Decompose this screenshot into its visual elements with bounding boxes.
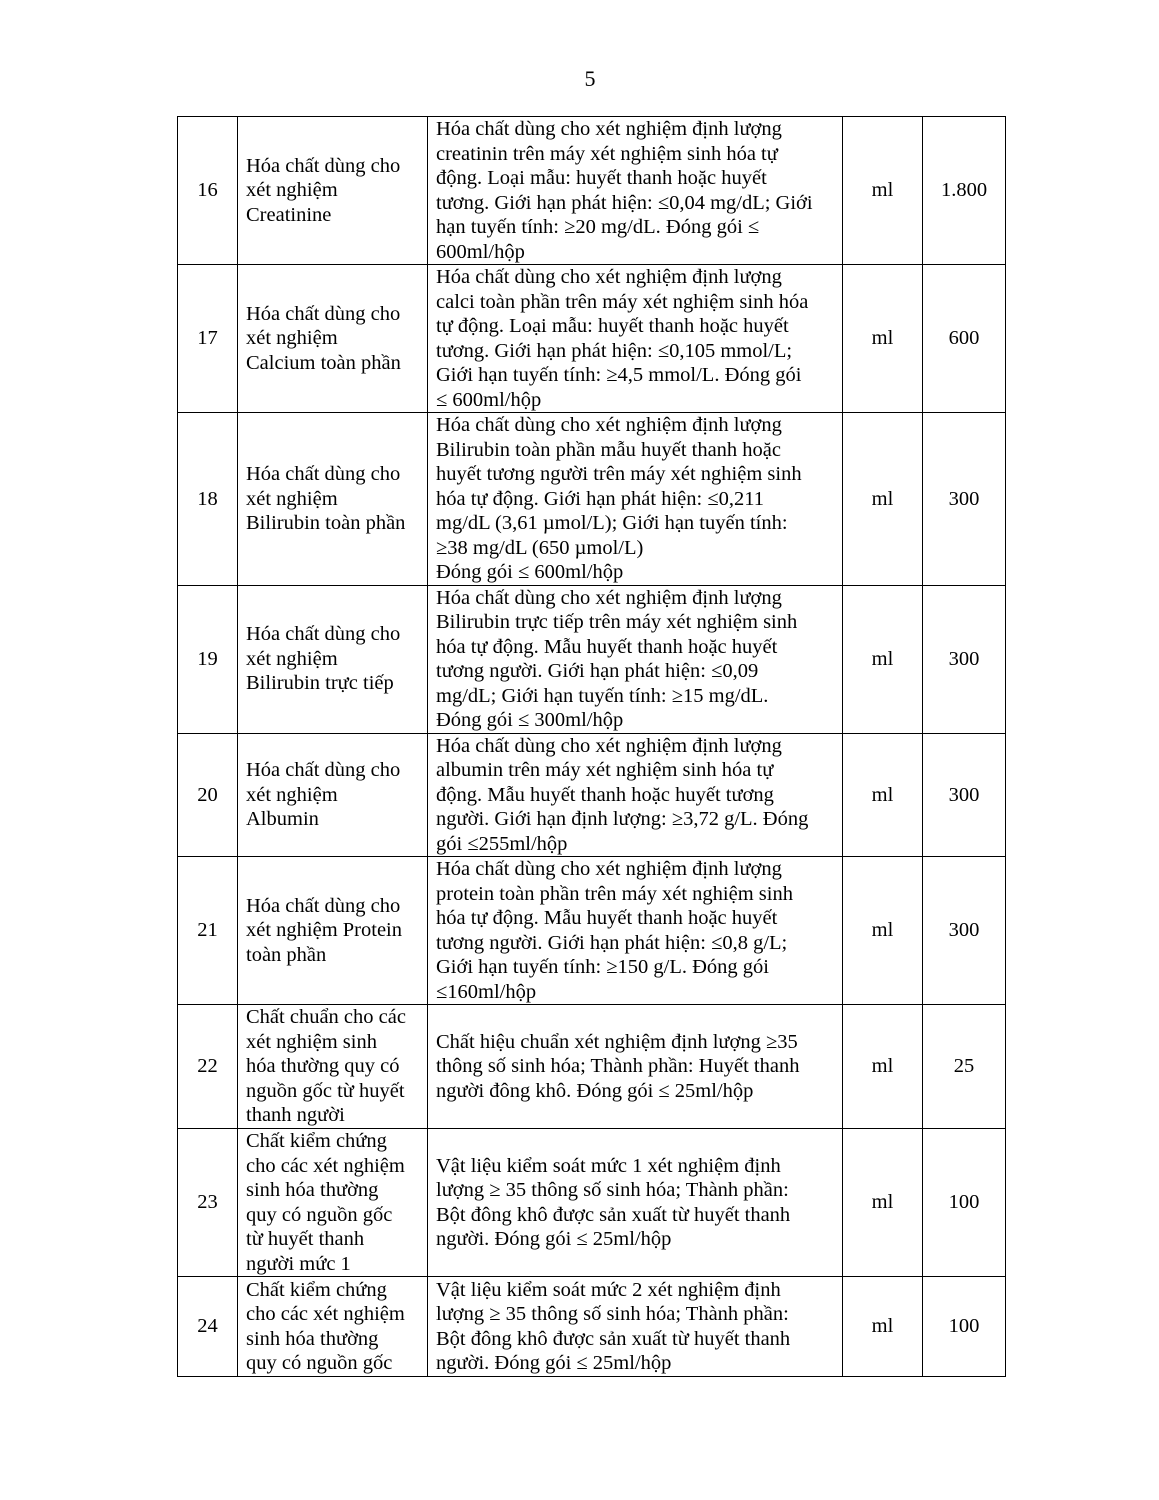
item-name-text: Chất chuẩn cho các xét nghiệm sinh hóa thường quy có nguồn gốc từ huyết thanh người [246,1006,406,1127]
item-name [238,117,428,265]
item-name-text: Chất kiểm chứng cho các xét nghiệm sinh hóa thường quy có nguồn gốc [246,1278,405,1374]
item-description-text: Hóa chất dùng cho xét nghiệm định lượng protein toàn phần trên máy xét nghiệm sinh hóa tự động. Mẫu huyết thanh hoặc huyết tương người. Giới hạn phát hiện: ≤0,8 g/L; Giới hạn tuyến tính: ≥150 g/L. Đóng gói ≤160ml/hộp [436,858,793,1003]
row-number: 21 [178,857,238,1005]
item-quantity: 100 [923,1277,1006,1377]
row-number: 18 [178,413,238,586]
item-name-text: Hóa chất dùng cho xét nghiệm Bilirubin trực tiếp [246,623,401,695]
item-name [238,733,428,857]
item-name [238,1129,428,1277]
item-quantity: 600 [923,265,1006,413]
item-name-text: Hóa chất dùng cho xét nghiệm Albumin [246,759,401,830]
table-row [178,413,1006,586]
table-row [178,265,1006,413]
item-description-text: Hóa chất dùng cho xét nghiệm định lượng calci toàn phần trên máy xét nghiệm sinh hóa tự động. Loại mẫu: huyết thanh hoặc huyết tương. Giới hạn phát hiện: ≤0,105 mmol/L; Giới hạn tuyến tính: ≥4,5 mmol/L. Đóng gói ≤ 600ml/hộp [436,266,809,411]
item-description [428,585,843,733]
item-description-text: Hóa chất dùng cho xét nghiệm định lượng albumin trên máy xét nghiệm sinh hóa tự động. Mẫu huyết thanh hoặc huyết tương người. Giới hạn định lượng: ≥3,72 g/L. Đóng gói ≤255ml/hộp [436,734,809,855]
item-description-text: Chất hiệu chuẩn xét nghiệm định lượng ≥35 thông số sinh hóa; Thành phần: Huyết thanh người đông khô. Đóng gói ≤ 25ml/hộp [436,1030,800,1102]
item-unit: ml [843,1277,923,1377]
item-description [428,1129,843,1277]
item-description [428,733,843,857]
item-quantity: 300 [923,733,1006,857]
row-number: 23 [178,1129,238,1277]
table-row [178,733,1006,857]
page-number: 5 [584,66,596,91]
items-table [177,116,1006,1377]
item-description [428,857,843,1005]
item-name-text: Hóa chất dùng cho xét nghiệm Creatinine [246,154,401,226]
item-unit: ml [843,733,923,857]
table-row [178,857,1006,1005]
item-description [428,1005,843,1129]
table-row [178,1005,1006,1129]
item-description [428,1277,843,1377]
item-unit: ml [843,857,923,1005]
item-name-text: Hóa chất dùng cho xét nghiệm Bilirubin toàn phần [246,463,406,534]
row-number: 24 [178,1277,238,1377]
table-row [178,1129,1006,1277]
item-unit: ml [843,117,923,265]
item-unit: ml [843,265,923,413]
item-name [238,1005,428,1129]
item-description [428,413,843,586]
item-name-text: Hóa chất dùng cho xét nghiệm Calcium toàn phần [246,302,401,374]
item-name [238,413,428,586]
table-row [178,117,1006,265]
item-quantity: 100 [923,1129,1006,1277]
item-description-text: Hóa chất dùng cho xét nghiệm định lượng Bilirubin trực tiếp trên máy xét nghiệm sinh hóa tự động. Mẫu huyết thanh hoặc huyết tương người. Giới hạn phát hiện: ≤0,09 mg/dL; Giới hạn tuyến tính: ≥15 mg/dL. Đóng gói ≤ 300ml/hộp [436,586,798,731]
row-number: 17 [178,265,238,413]
item-quantity: 300 [923,857,1006,1005]
item-name-text: Hóa chất dùng cho xét nghiệm Protein toàn phần [246,894,403,966]
item-description [428,265,843,413]
item-description-text: Hóa chất dùng cho xét nghiệm định lượng creatinin trên máy xét nghiệm sinh hóa tự động. Loại mẫu: huyết thanh hoặc huyết tương. Giới hạn phát hiện: ≤0,04 mg/dL; Giới hạn tuyến tính: ≥20 mg/dL. Đóng gói ≤ 600ml/hộp [436,118,813,263]
item-name [238,265,428,413]
item-name-text: Chất kiểm chứng cho các xét nghiệm sinh hóa thường quy có nguồn gốc từ huyết thanh người mức 1 [246,1130,405,1275]
item-description [428,117,843,265]
table-row [178,585,1006,733]
item-quantity: 25 [923,1005,1006,1129]
item-name [238,1277,428,1377]
row-number: 20 [178,733,238,857]
item-description-text: Vật liệu kiểm soát mức 2 xét nghiệm định lượng ≥ 35 thông số sinh hóa; Thành phần: Bột đông khô được sản xuất từ huyết thanh người. Đóng gói ≤ 25ml/hộp [436,1278,791,1374]
item-name [238,857,428,1005]
item-description-text: Vật liệu kiểm soát mức 1 xét nghiệm định lượng ≥ 35 thông số sinh hóa; Thành phần: Bột đông khô được sản xuất từ huyết thanh người. Đóng gói ≤ 25ml/hộp [436,1154,791,1250]
row-number: 16 [178,117,238,265]
item-name [238,585,428,733]
row-number: 19 [178,585,238,733]
item-unit: ml [843,413,923,586]
row-number: 22 [178,1005,238,1129]
item-description-text: Hóa chất dùng cho xét nghiệm định lượng Bilirubin toàn phần mẫu huyết thanh hoặc huyết tương người trên máy xét nghiệm sinh hóa tự động. Giới hạn phát hiện: ≤0,211 mg/dL (3,61 µmol/L); Giới hạn tuyến tính: ≥38 mg/dL (650 µmol/L) Đóng gói ≤ 600ml/hộp [436,414,802,583]
item-unit: ml [843,1005,923,1129]
item-quantity: 300 [923,585,1006,733]
item-unit: ml [843,1129,923,1277]
table-row [178,1277,1006,1377]
item-quantity: 1.800 [923,117,1006,265]
item-quantity: 300 [923,413,1006,586]
item-unit: ml [843,585,923,733]
